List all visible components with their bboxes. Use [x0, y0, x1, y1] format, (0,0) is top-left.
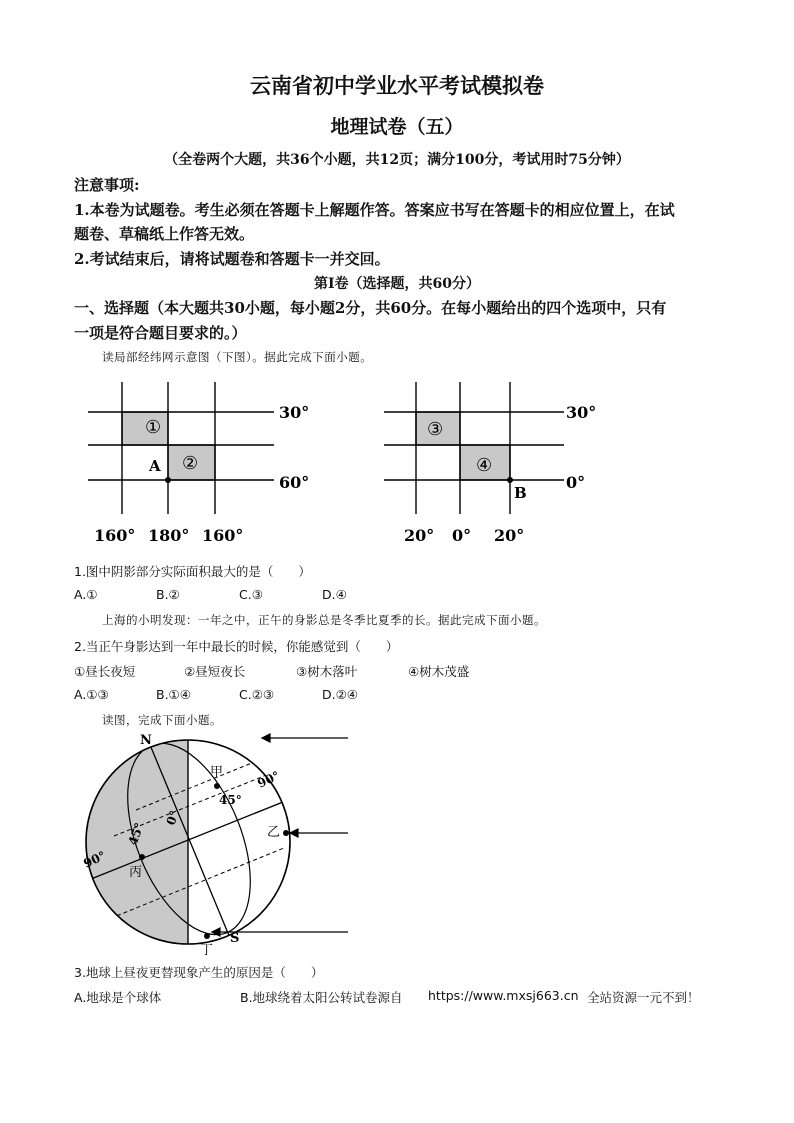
notice-item1-line2: 题卷、草稿纸上作答无效。: [74, 225, 255, 243]
point-b-label: B: [514, 484, 527, 502]
graticule-left: [88, 382, 274, 514]
q2-option-d: D.②④: [322, 687, 359, 702]
part1-heading: 第Ⅰ卷（选择题，共60分）: [313, 276, 481, 292]
q1-option-b: B.②: [156, 587, 180, 602]
graticule-figure: [74, 374, 634, 554]
q2-option-c: C.②③: [239, 687, 275, 702]
notice-item1-line1: 1.本卷为试题卷。考生必须在答题卡上解题作答。答案应书写在答题卡的相应位置上，在试: [74, 201, 675, 219]
intro-figure1: 读局部经纬网示意图（下图）。据此完成下面小题。: [102, 350, 373, 364]
label-ding: 丁: [200, 943, 214, 958]
left-lat-bottom: 60°: [279, 473, 310, 492]
right-lat-top: 30°: [566, 403, 597, 422]
left-lat-top: 30°: [279, 403, 310, 422]
label-jia: 甲: [210, 765, 224, 780]
q2-item-4: ④树木茂盛: [408, 664, 470, 679]
section1-line2: 一项是符合题目要求的。）: [74, 324, 247, 342]
point-b-marker: [507, 477, 513, 483]
q3-stem: 3.地球上昼夜更替现象产生的原因是（ ）: [74, 965, 324, 980]
q2-item-2: ②昼短夜长: [184, 664, 246, 679]
label-45-left: 45°: [125, 820, 147, 848]
q2-item-1: ①昼长夜短: [74, 664, 136, 679]
section1-line1: 一、选择题（本大题共30小题，每小题2分，共60分。在每小题给出的四个选项中，只有: [74, 299, 667, 317]
q2-stem: 2.当正午身影达到一年中最长的时候，你能感觉到（ ）: [74, 639, 399, 654]
right-lon-label-3: 20°: [494, 526, 525, 545]
label-yi: 乙: [267, 825, 281, 840]
label-90-left: 90°: [81, 848, 108, 871]
label-0-deg: 0°: [163, 808, 182, 828]
label-south: S: [230, 931, 240, 946]
q3-option-b: B.地球绕着太阳公转试卷源自: [240, 990, 403, 1005]
left-lon-label-1: 160°: [94, 526, 136, 545]
exam-subtitle: 地理试卷（五）: [330, 116, 464, 138]
right-lon-label-2: 0°: [452, 526, 472, 545]
label-90-right: 90°: [255, 768, 282, 791]
point-yi: [283, 830, 289, 836]
graticule-right: [384, 382, 564, 514]
source-url[interactable]: https://www.mxsj663.cn: [428, 988, 579, 1003]
cell-1-label: ①: [145, 417, 162, 438]
notice-heading: 注意事项:: [74, 176, 140, 194]
q2-option-b: B.①④: [156, 687, 191, 702]
q3-option-a: A.地球是个球体: [74, 990, 162, 1005]
q1-option-a: A.①: [74, 587, 98, 602]
exam-title: 云南省初中学业水平考试模拟卷: [250, 73, 544, 98]
label-bing: 丙: [129, 865, 143, 880]
q1-option-d: D.④: [322, 587, 347, 602]
left-lon-label-2: 180°: [148, 526, 190, 545]
q1-option-c: C.③: [239, 587, 263, 602]
cell-2-label: ②: [182, 453, 199, 474]
point-a-label: A: [149, 457, 161, 475]
exam-info: （全卷两个大题，共36个小题，共12页；满分100分，考试用时75分钟）: [164, 152, 630, 168]
intro-q3: 读图，完成下面小题。: [102, 713, 222, 727]
q2-option-a: A.①③: [74, 687, 109, 702]
label-45-right: 45°: [219, 793, 242, 807]
point-bing: [139, 854, 145, 860]
right-lat-bottom: 0°: [566, 473, 586, 492]
label-north: N: [140, 733, 152, 748]
q2-item-3: ③树木落叶: [296, 664, 358, 679]
notice-item2: 2.考试结束后，请将试题卷和答题卡一并交回。: [74, 250, 390, 268]
intro-q2: 上海的小明发现：一年之中，正午的身影总是冬季比夏季的长。据此完成下面小题。: [102, 613, 546, 627]
earth-illumination-figure: [74, 728, 364, 958]
cell-3-label: ③: [427, 419, 444, 440]
q1-stem: 1.图中阴影部分实际面积最大的是（ ）: [74, 564, 311, 579]
point-jia: [214, 783, 220, 789]
point-ding: [204, 933, 210, 939]
site-slogan: 全站资源一元不到！: [587, 990, 700, 1005]
left-lon-label-3: 160°: [202, 526, 244, 545]
right-lon-label-1: 20°: [404, 526, 435, 545]
point-a-marker: [165, 477, 171, 483]
cell-4-label: ④: [476, 455, 493, 476]
